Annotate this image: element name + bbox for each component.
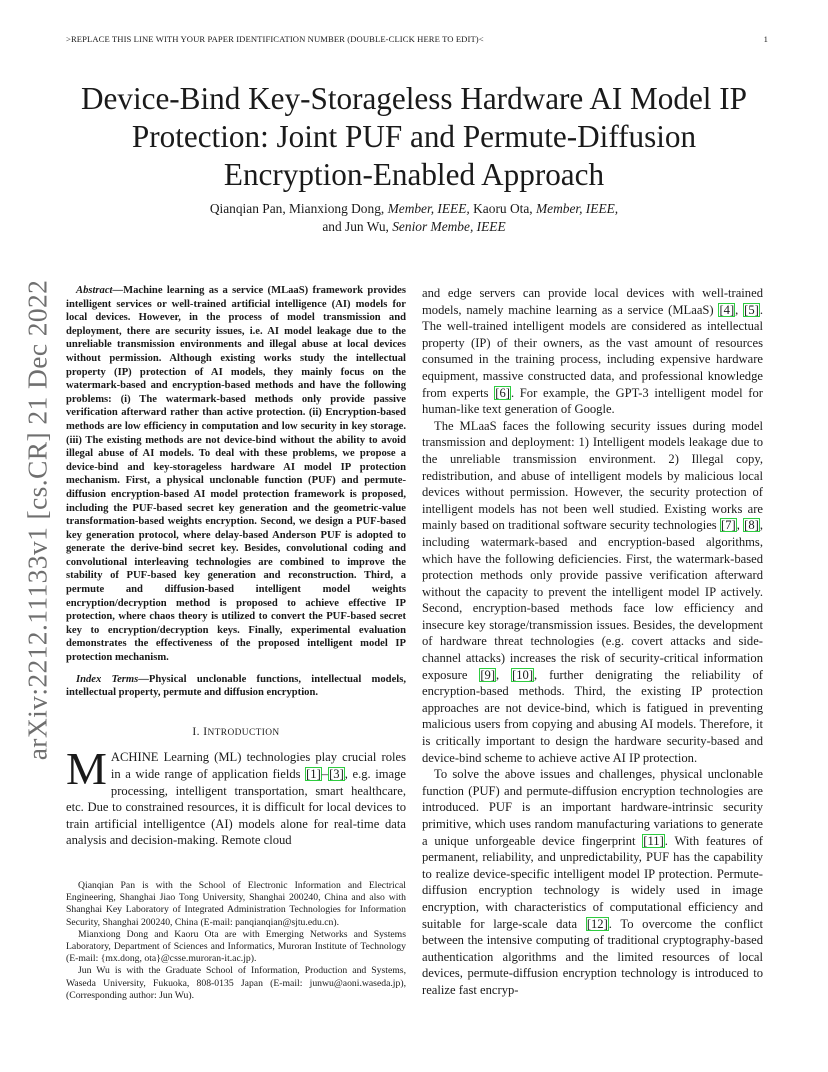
text: ,: [736, 518, 744, 533]
page-number: 1: [763, 34, 768, 44]
section-first-letter: I: [203, 724, 208, 738]
intro-paragraph-3: [422, 418, 763, 766]
text: ,: [735, 302, 744, 317]
citation-link[interactable]: [7]: [721, 518, 736, 533]
index-terms: [66, 673, 406, 700]
citation-link[interactable]: [6]: [495, 385, 510, 400]
text: ACHINE Learning (ML) technologies play crucial roles in a wide range of application fields: [110, 750, 406, 781]
text: The MLaaS faces the following security issues during model transmission and deployment: 1) Intelligent models leakage due to the unreliable transmission environment. 2) Illegal copy, redistribution, and abuse of intelligent models by malicious local devices without permission. However, the security protection of intelligent models has not been well studied. Existing works are mainly based on traditional software security technologies: [422, 418, 763, 533]
author-line-2: [60, 218, 768, 236]
author-block: [60, 200, 768, 236]
left-column: [66, 284, 406, 849]
text: and edge servers can provide local devices with well-trained models, namely machine learning as a service (MLaaS): [422, 286, 763, 317]
citation-link[interactable]: [5]: [744, 302, 759, 317]
paper-title: Device-Bind Key-Storageless Hardware AI Model IP Protection: Joint PUF and Permute-Diffusion Encryption-Enabled Approach: [80, 81, 747, 192]
arxiv-stamp-text: arXiv:2212.11133v1 [cs.CR] 21 Dec 2022: [21, 279, 52, 761]
abstract: [66, 284, 406, 665]
text: . For example, the GPT-3 intelligent model for human-like text generation of Google.: [422, 385, 763, 417]
author-names: Kaoru Ota,: [469, 201, 536, 216]
intro-paragraph-2: [422, 285, 763, 418]
citation-link[interactable]: [4]: [719, 302, 735, 317]
section-heading-introduction: [66, 724, 406, 742]
author-role: Senior Membe, IEEE: [392, 219, 506, 234]
text: , including watermark-based and encryption-based algorithms, which have the following deficiencies. First, the watermark-based protection methods only provide passive verification afterward without the capacity to prevent the intelligent model IP actively. Second, encryption-based methods face low efficiency and insecure key storage/transmission issues. Besides, the development of hardware threat technologies (e.g. covert attacks and side-channel attacks) increases the risk of security-critical information exposure: [422, 518, 763, 682]
citation-link[interactable]: [11]: [643, 833, 664, 848]
text: ,: [496, 667, 512, 682]
arxiv-stamp: [20, 280, 54, 760]
index-terms-text: —Physical unclonable functions, intellectual models, intellectual property, permute and diffusion encryption.: [66, 673, 406, 699]
header-text: >REPLACE THIS LINE WITH YOUR PAPER IDENTIFICATION NUMBER (DOUBLE-CLICK HERE TO EDIT)<: [66, 34, 484, 44]
footnote: Jun Wu is with the Graduate School of Information, Production and Systems, Waseda University, Fukuoka, 808-0135 Japan (E-mail: junwu@aoni.waseda.jp), (Corresponding author: Jun Wu).: [66, 965, 406, 1001]
intro-paragraph-4: [422, 766, 763, 998]
citation-link[interactable]: [12]: [586, 916, 608, 931]
running-header: [66, 34, 768, 48]
abstract-lead: Abstract: [76, 285, 113, 296]
footnote: Mianxiong Dong and Kaoru Ota are with Emerging Networks and Systems Laboratory, Department of Sciences and Informatics, Muroran Institute of Technology (E-mail: {mx.dong, ota}@csse.muroran-it.ac.jp).: [66, 928, 406, 965]
text: . To overcome the conflict between the intensive computing of traditional cryptography-based authentication algorithms and the limited resources of local devices, permute-diffusion encryption technology is introduced to realize fast encryp-: [422, 916, 763, 997]
author-line-1: [60, 200, 768, 218]
section-numeral: I.: [192, 724, 204, 738]
citation-link[interactable]: [8]: [744, 518, 759, 533]
citation-link[interactable]: [1]: [306, 767, 321, 781]
abstract-text: —Machine learning as a service (MLaaS) framework provides intelligent services or well-trained artificial intelligence (AI) models for local devices. However, in the process of model transmission and deployment, there are security issues, i.e. AI model leakage due to the unreliable transmission environments and illegal abuse at local devices without permission. Although existing works study the intellectual property (IP) protection of AI models, they mainly focus on the watermark-based and encryption-based methods and have the following problems: (i) The watermark-based methods only provide passive verification afterward rather than active protection. (ii) Encryption-based methods are low efficiency in computation and low security in key storage. (iii) The existing methods are not device-bind without the ability to avoid illegal abuse of AI models. To deal with these problems, we propose a device-bind and key-storageless hardware AI model IP protection mechanism. First, a physical unclonable function (PUF) and permute-diffusion encryption-based AI model protection framework is proposed, including the PUF-based secret key generation and the geometric-value transformation-based weights encryption. Second, we design a PUF-based key generation protocol, where delay-based Anderson PUF is adopted to generate the derive-bind secret key. Besides, convolutional coding and convolutional interleaving technologies are combined to improve the stability of PUF-based key generation and reconstruction. Third, a permute and diffusion-based intelligent model weights encryption/decryption method is proposed to achieve effective IP protection, where chaos theory is utilized to convert the PUF-based secret key to encryption/decryption keys. Finally, experimental evaluation demonstrates the effectiveness of the proposed intelligent model IP protection mechanism.: [66, 285, 406, 664]
text: , e.g. image processing, intelligent transportation, smart healthcare, etc. Due to constrained resources, it is difficult for local devices to train artificial intelligentce (AI) models alone for real-time data analysis and decision-making. Remote cloud: [66, 767, 406, 848]
text: . With features of permanent, reliability, and unpredictability, PUF has the capability to realize device-specific intelligent model IP protection. Permute-diffusion encryption technology is widely used in image encryption, with characteristics of computational efficiency and suitable for large-scale data: [422, 833, 763, 931]
citation-link[interactable]: [9]: [480, 667, 496, 682]
right-column: [422, 285, 763, 999]
intro-paragraph-1: [66, 743, 406, 849]
drop-cap: M: [66, 743, 107, 795]
author-names: and Jun Wu,: [322, 219, 393, 234]
text: . The well-trained intelligent models are considered as intellectual property (IP) of their owners, as the vast amount of resources consumed in the training process, including expensive hardware equipment, massive constructed data, and professional knowledge from experts: [422, 302, 764, 400]
author-role: Member, IEEE,: [387, 201, 470, 216]
section-rest: NTRODUCTION: [207, 727, 280, 738]
author-role: Member, IEEE,: [535, 201, 619, 216]
text: –: [321, 767, 329, 781]
citation-link[interactable]: [10]: [512, 667, 534, 682]
footnote: Qianqian Pan is with the School of Electronic Information and Electrical Engineering, Shanghai Jiao Tong University, Shanghai 200240, China and also with Shanghai Key Laboratory of Integrated Administration Technologies for Information Security, Shanghai 200240, China (E-mail: panqianqian@sjtu.edu.cn).: [66, 880, 406, 928]
author-names: Qianqian Pan, Mianxiong Dong,: [209, 201, 388, 216]
text: , further denigrating the reliability of encryption-based methods. Third, the existing IP protection approaches are not device-bind, which is fatigued in preventing malicious users from copying and abusing AI models. Therefore, it is critically important to design the hardware security-based and device-bind scheme to achieve active AI IP protection.: [422, 667, 763, 765]
text: To solve the above issues and challenges, physical unclonable function (PUF) and permute-diffusion encryption technologies are introduced. PUF is an important hardware-intrinsic security primitive, which uses random manufacturing variations to generate a unique unforgeable device fingerprint: [422, 767, 763, 848]
index-terms-lead: Index Terms: [76, 673, 139, 685]
citation-link[interactable]: [3]: [329, 767, 344, 781]
author-footnotes: [66, 880, 406, 1002]
